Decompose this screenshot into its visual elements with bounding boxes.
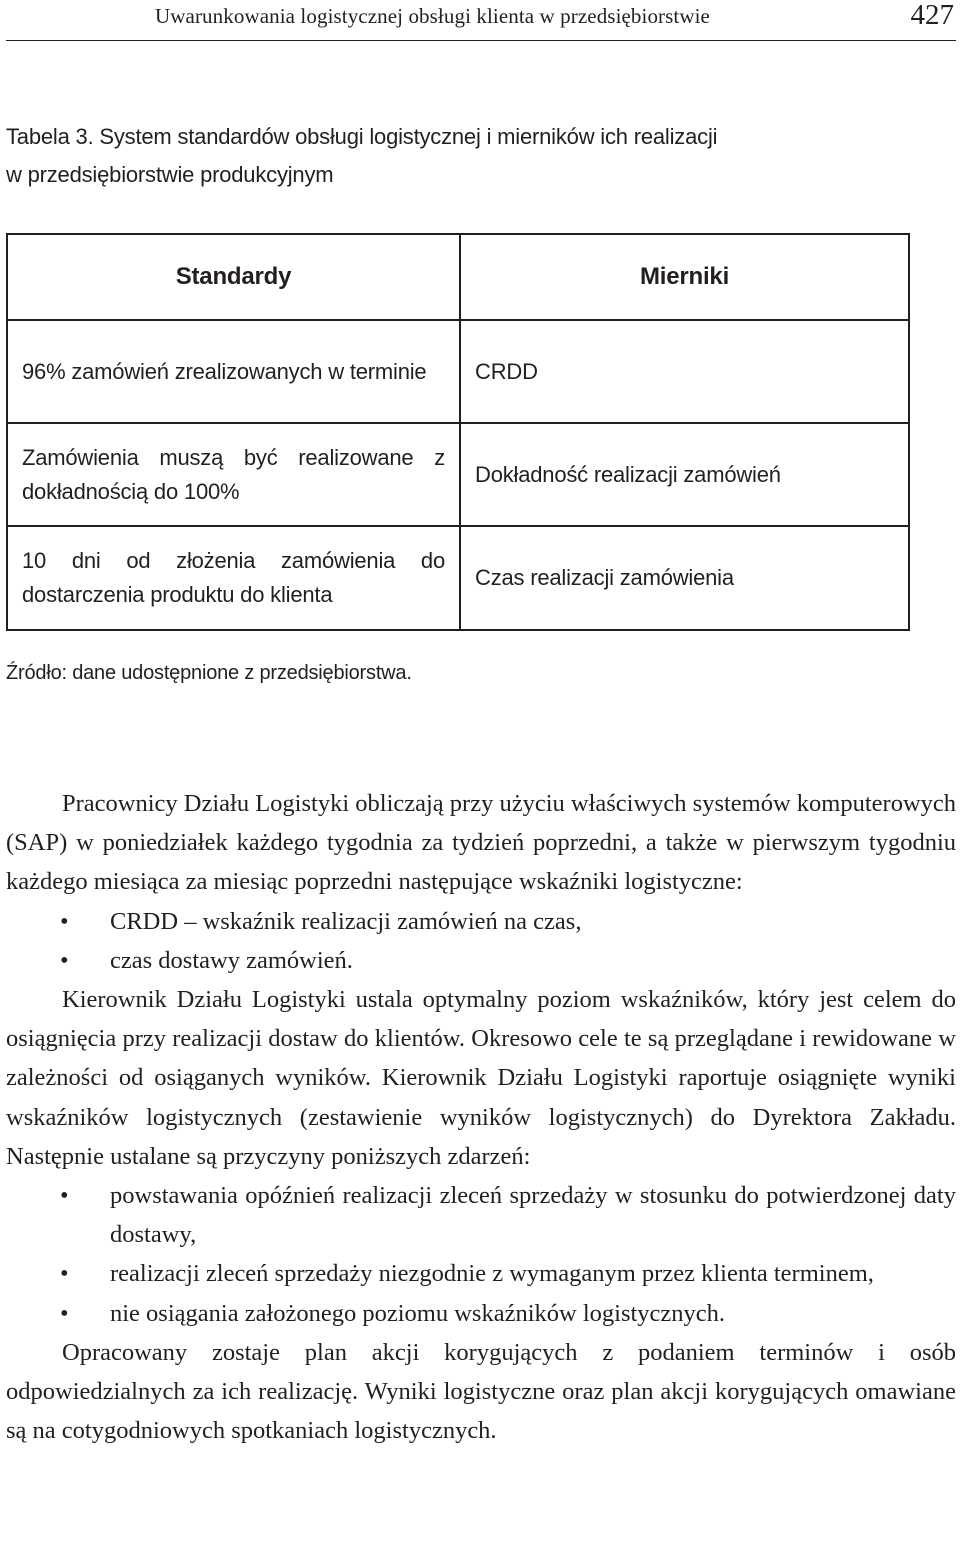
cell-standard: 96% zamówień zrealizowanych w terminie bbox=[7, 320, 460, 423]
list-item-text: CRDD – wskaźnik realizacji zamówień na czas, bbox=[110, 907, 582, 935]
list-item-text: powstawania opóźnień realizacji zleceń sprzedaży w stosunku do potwierdzonej daty dostawy, bbox=[110, 1182, 956, 1249]
paragraph: Pracownicy Działu Logistyki obliczają przy użyciu właściwych systemów komputerowych (SAP) w poniedziałek każdego tygodnia za tydzień poprzedni, a także w pierwszym tygodniu każdego miesiąca za miesiąc poprzedni następujące wskaźniki logistyczne: bbox=[6, 790, 957, 896]
column-header-standardy: Standardy bbox=[7, 234, 460, 320]
bullet-marker: • bbox=[60, 946, 69, 974]
bullet-marker: • bbox=[60, 1260, 69, 1288]
running-title: Uwarunkowania logistycznej obsługi klienta w przedsiębiorstwie bbox=[155, 4, 710, 28]
cell-standard: Zamówienia muszą być realizowane z dokładnością do 100% bbox=[7, 423, 460, 526]
list-item bbox=[6, 902, 956, 941]
list-item bbox=[6, 941, 956, 980]
table-row bbox=[7, 526, 909, 630]
table-caption-line-2: w przedsiębiorstwie produkcyjnym bbox=[6, 162, 334, 187]
standards-table bbox=[6, 233, 910, 631]
page-number: 427 bbox=[910, 0, 954, 31]
bullet-marker: • bbox=[60, 907, 69, 935]
paragraph: Kierownik Działu Logistyki ustala optymalny poziom wskaźników, który jest celem do osiągnięcia przy realizacji dostaw do klientów. Okresowo cele te są przeglądane i rewidowane w zależności od osiąganych wyników. Kierownik Działu Logistyki raportuje osiągnięte wyniki wskaźników logistycznych (zestawienie wyników logistycznych) do Dyrektora Zakładu. Następnie ustalane są przyczyny poniższych zdarzeń: bbox=[6, 986, 956, 1170]
table-caption bbox=[6, 118, 946, 194]
list-item bbox=[6, 1294, 956, 1333]
list-item bbox=[6, 1254, 956, 1293]
running-header bbox=[0, 0, 960, 42]
list-item bbox=[6, 1176, 956, 1254]
list-item-text: czas dostawy zamówień. bbox=[110, 946, 353, 974]
bullet-marker: • bbox=[60, 1299, 69, 1327]
table-row bbox=[7, 423, 909, 526]
list-item-text: nie osiągania założonego poziomu wskaźników logistycznych. bbox=[110, 1299, 726, 1327]
cell-standard: 10 dni od złożenia zamówienia do dostarczenia produktu do klienta bbox=[7, 526, 460, 630]
list-item-text: realizacji zleceń sprzedaży niezgodnie z wymaganym przez klienta terminem, bbox=[110, 1260, 874, 1288]
table-row bbox=[7, 320, 909, 423]
cell-miernik: Dokładność realizacji zamówień bbox=[460, 423, 909, 526]
table-caption-line-1: Tabela 3. System standardów obsługi logistycznej i mierników ich realizacji bbox=[6, 124, 718, 149]
table-header-row bbox=[7, 234, 909, 320]
header-rule bbox=[6, 40, 956, 41]
bullet-list bbox=[6, 1176, 956, 1333]
paragraph: Opracowany zostaje plan akcji korygujących z podaniem terminów i osób odpowiedzialnych za ich realizację. Wyniki logistyczne oraz plan akcji korygujących omawiane są na cotygodniowych spotkaniach logistycznych. bbox=[6, 1338, 956, 1445]
bullet-marker: • bbox=[60, 1182, 69, 1210]
cell-miernik: Czas realizacji zamówienia bbox=[460, 526, 909, 630]
body-text bbox=[6, 784, 956, 1450]
column-header-mierniki: Mierniki bbox=[460, 234, 909, 320]
table-source-note: Źródło: dane udostępnione z przedsiębiorstwa. bbox=[6, 662, 412, 684]
bullet-list bbox=[6, 902, 956, 980]
cell-miernik: CRDD bbox=[460, 320, 909, 423]
